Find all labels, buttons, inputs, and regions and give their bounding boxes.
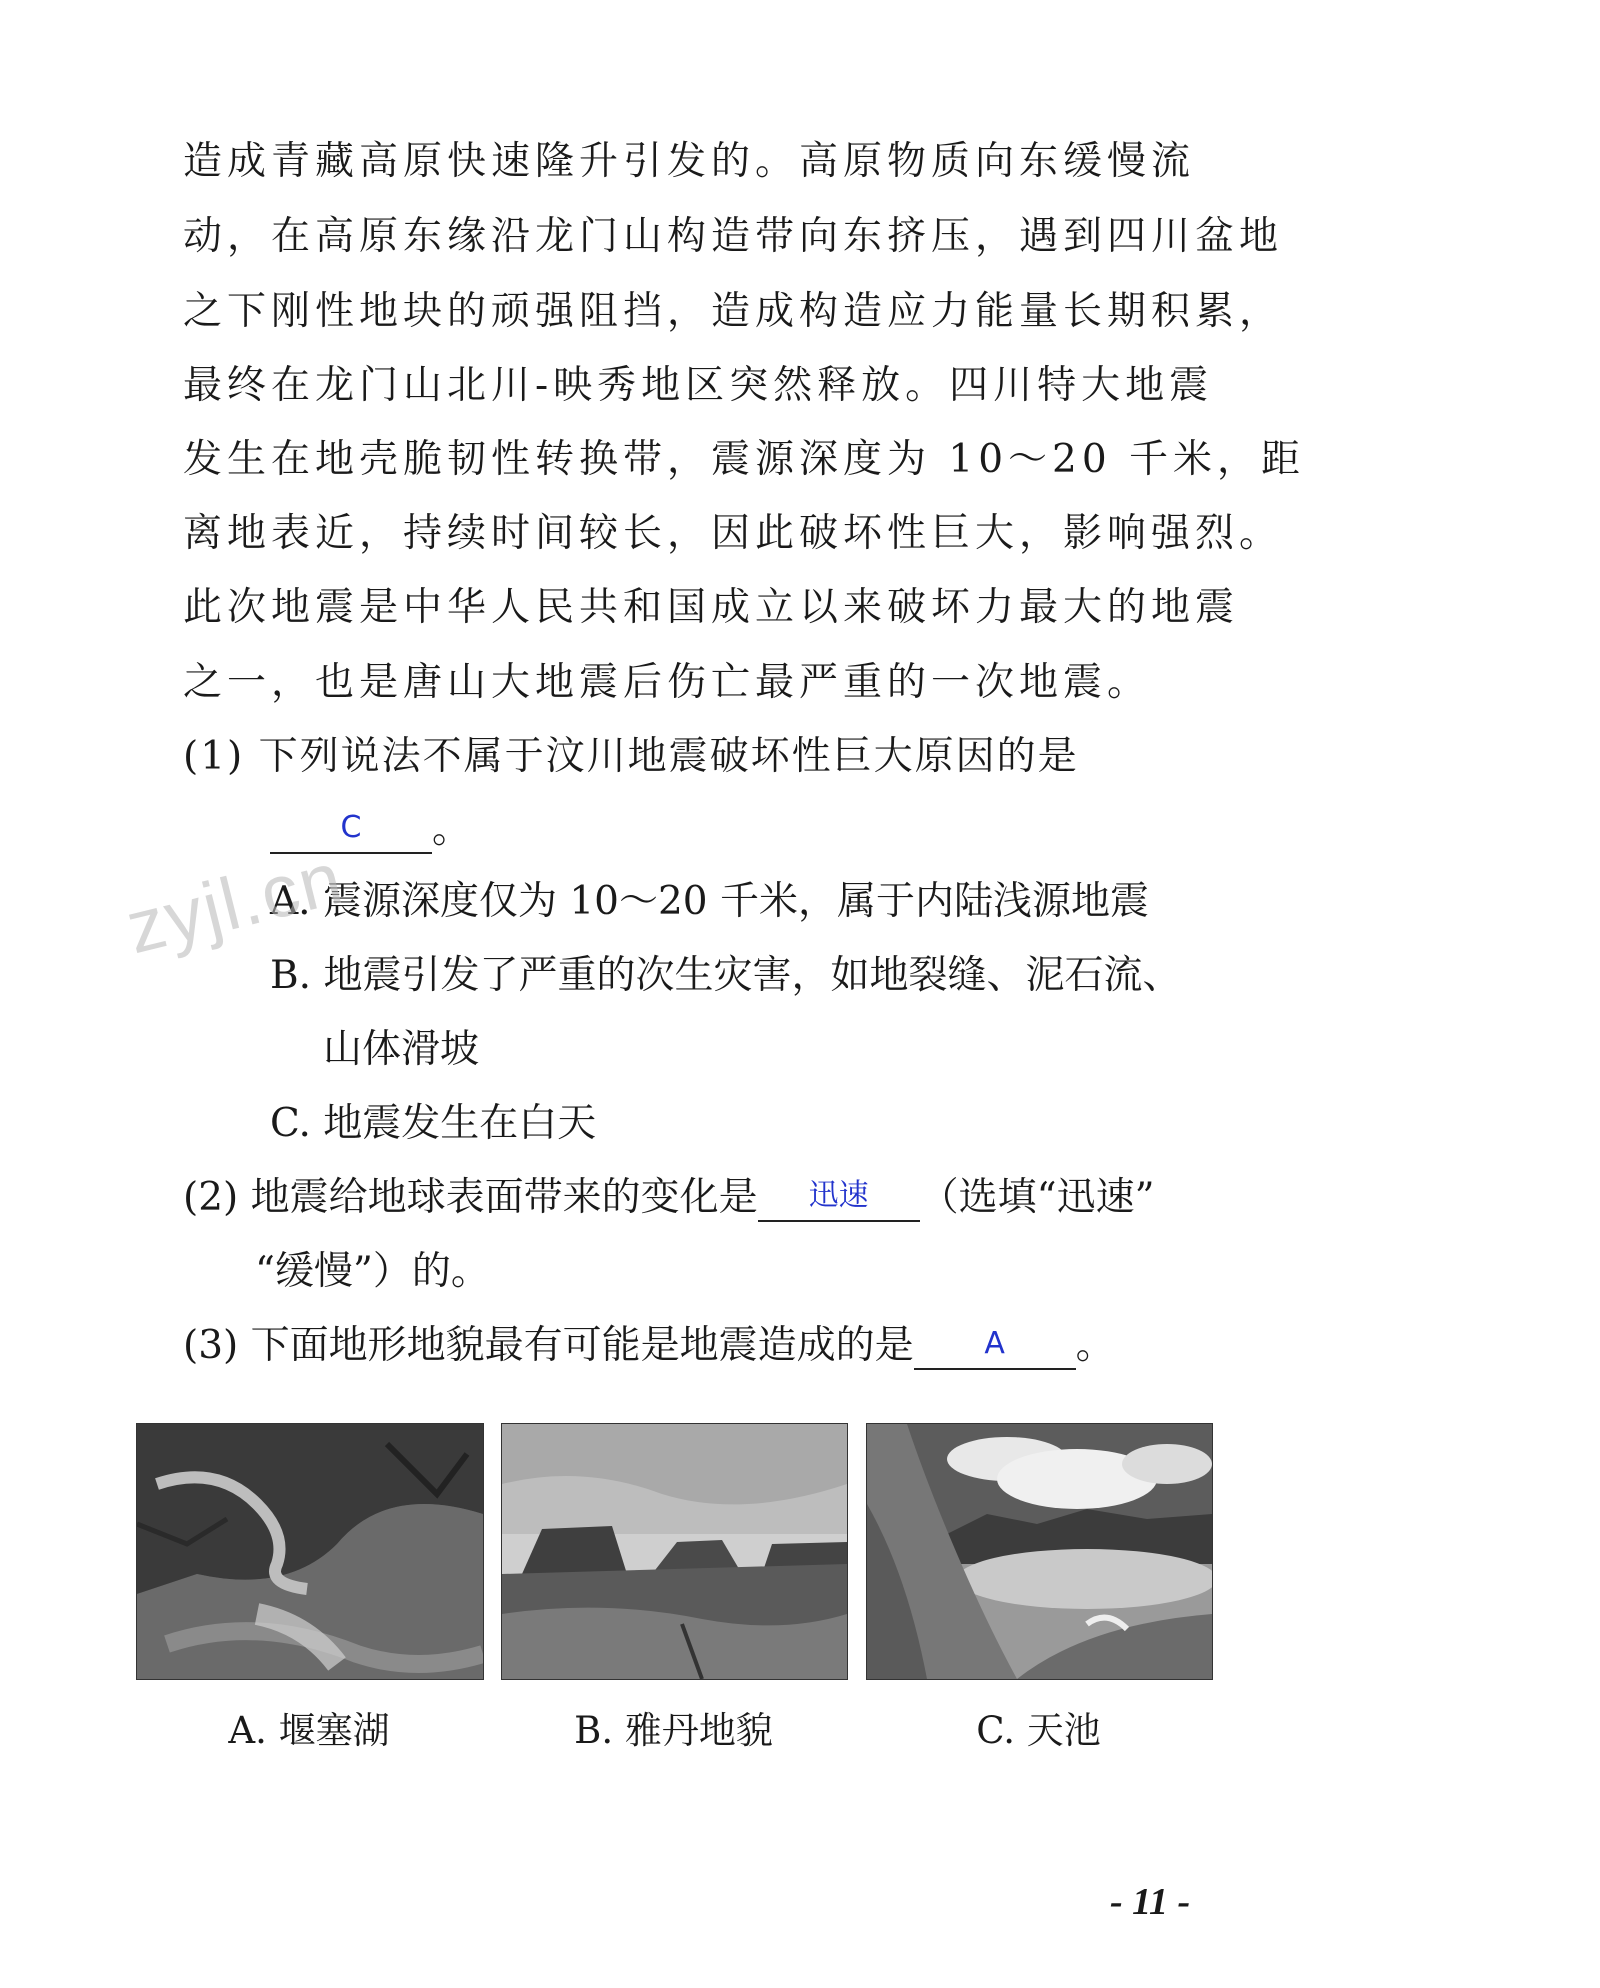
q2-line-1: [183, 1174, 1155, 1222]
watermark-logo: zyjl.cn: [118, 835, 352, 970]
q1-end-mark: 。: [432, 807, 472, 852]
caption-b: B. 雅丹地貌: [574, 1709, 773, 1752]
q3-end-mark: 。: [1075, 1323, 1115, 1368]
q3-answer: A: [984, 1326, 1005, 1361]
passage-line-2: 动，在高原东缘沿龙门山构造带向东挤压，遇到四川盆地: [183, 214, 1284, 259]
q1-option-a: A. 震源深度仅为 10～20 千米，属于内陆浅源地震: [270, 879, 1150, 924]
q2-line-2: “缓慢”）的。: [255, 1249, 490, 1294]
passage-line-4: 最终在龙门山北川-映秀地区突然释放。四川特大地震: [183, 363, 1214, 408]
q3-stem: (3) 下面地形地貌最有可能是地震造成的是: [183, 1323, 914, 1368]
q2-answer: 迅速: [808, 1178, 869, 1213]
q1-option-c: C. 地震发生在白天: [270, 1101, 597, 1146]
q1-option-b-cont: 山体滑坡: [323, 1027, 480, 1072]
caption-a: A. 堰塞湖: [228, 1709, 390, 1752]
passage-line-7: 此次地震是中华人民共和国成立以来破坏力最大的地震: [183, 585, 1240, 630]
photo-barrier-lake: [136, 1423, 484, 1680]
q1-stem: (1) 下列说法不属于汶川地震破坏性巨大原因的是: [183, 734, 1079, 779]
passage-line-6: 离地表近，持续时间较长，因此破坏性巨大，影响强烈。: [183, 511, 1284, 556]
photo-yardang: [501, 1423, 848, 1680]
q3-answer-blank: [914, 1326, 1076, 1370]
q2-stem: (2) 地震给地球表面带来的变化是: [183, 1175, 758, 1220]
q3-line: [183, 1322, 1115, 1370]
passage-line-3: 之下刚性地块的顽强阻挡，造成构造应力能量长期积累，: [183, 289, 1284, 334]
page-number: - 11 -: [1110, 1881, 1191, 1923]
passage-line-1: 造成青藏高原快速隆升引发的。高原物质向东缓慢流: [183, 139, 1196, 184]
photo-crater-lake: [866, 1423, 1213, 1680]
passage-line-5: 发生在地壳脆韧性转换带，震源深度为 10～20 千米，距: [183, 437, 1306, 482]
passage-line-8: 之一，也是唐山大地震后伤亡最严重的一次地震。: [183, 660, 1152, 705]
q1-option-b: B. 地震引发了严重的次生灾害，如地裂缝、泥石流、: [270, 953, 1182, 998]
caption-c: C. 天池: [976, 1709, 1101, 1752]
q1-answer: C: [340, 810, 362, 845]
q2-tail: （选填“迅速”: [919, 1175, 1155, 1220]
q2-answer-blank: [758, 1178, 920, 1222]
